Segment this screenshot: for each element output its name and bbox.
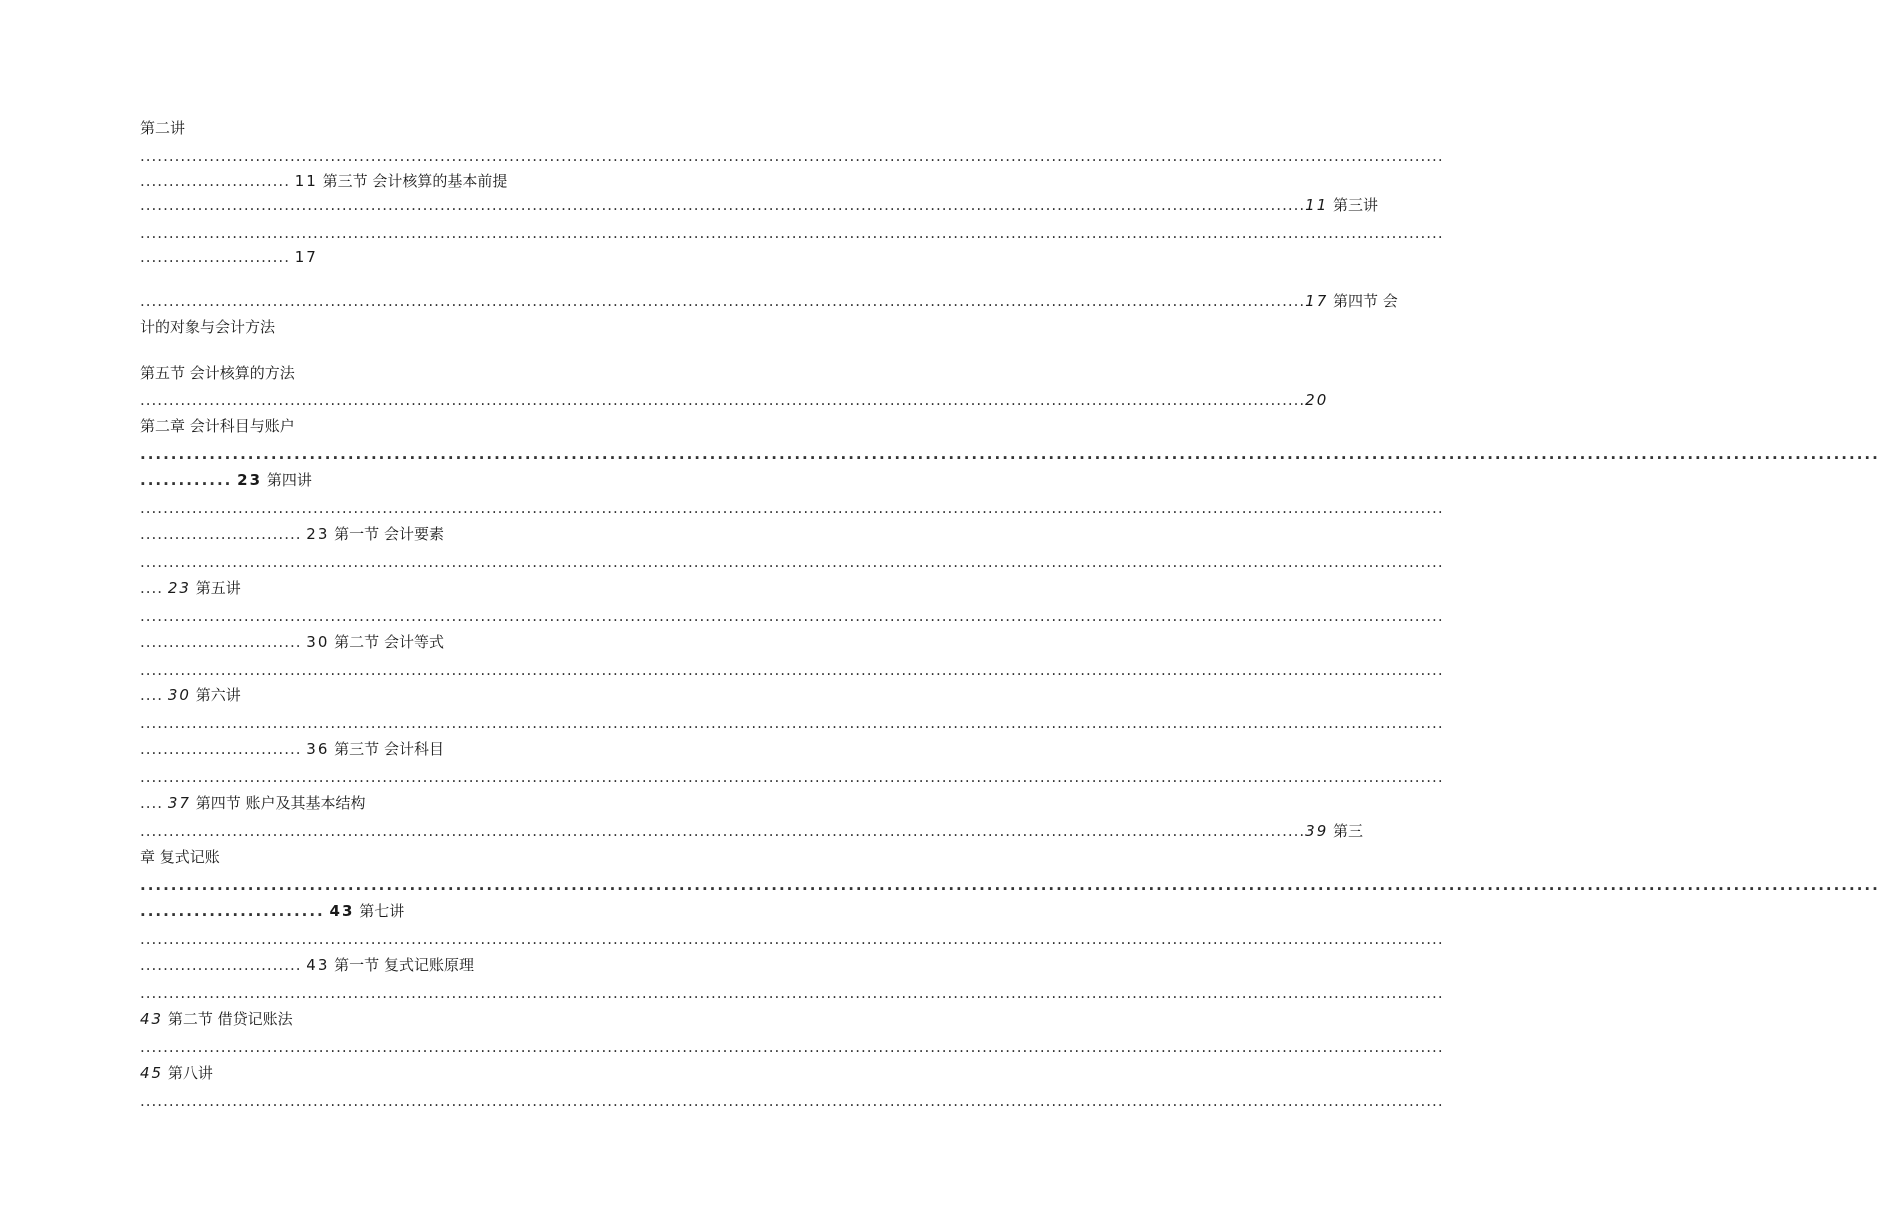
dot-leader: ..................................................................................................................................................................................................................................	[140, 607, 1444, 625]
toc-line	[140, 551, 1444, 573]
toc-line	[140, 577, 810, 599]
toc-line	[140, 712, 1444, 734]
toc-line	[140, 820, 1364, 842]
dot-leader: ..................................................................................................................................................................................................................................	[140, 714, 1444, 732]
toc-entry-title: 第四讲	[266, 471, 312, 489]
page-number: 23	[306, 525, 330, 543]
toc-entry-title: 章 复式记账	[140, 848, 220, 866]
toc-line	[140, 497, 1444, 519]
toc-line	[140, 415, 810, 437]
page-number: 43	[140, 1010, 164, 1028]
toc-line	[140, 523, 810, 545]
dot-leader: ..................................................................................................................................................................................................................................	[140, 661, 1444, 679]
page-number: 11	[1305, 196, 1329, 214]
page-number: 37	[167, 794, 191, 812]
toc-line	[140, 846, 810, 868]
page-number: 20	[1305, 391, 1329, 409]
dot-leader: ..........................................................................................................................................................................................................	[140, 822, 1306, 840]
dot-leader: ..................................................................................................................................................................................................................................	[140, 553, 1444, 571]
dot-leader: ..................................................................................................................................................................................................................................	[140, 768, 1444, 786]
toc-entry-title: 第二节 借贷记账法	[167, 1010, 293, 1028]
dot-leader: ............	[140, 471, 233, 489]
page-number: 30	[306, 633, 330, 651]
dot-leader: ............................	[140, 633, 302, 651]
toc-entry-title: 第一节 复式记账原理	[334, 956, 474, 974]
page-number: 17	[294, 248, 318, 266]
page-number: 23	[237, 471, 263, 489]
toc-line	[140, 954, 810, 976]
toc-entry-title: 第三	[1333, 822, 1364, 840]
dot-leader: ............................	[140, 740, 302, 758]
toc-line	[140, 792, 810, 814]
toc-entry-title: 第一节 会计要素	[334, 525, 444, 543]
toc-entry-title: 第二章 会计科目与账户	[140, 417, 295, 435]
toc-entry-title: 第二讲	[140, 119, 186, 137]
toc-line	[140, 659, 1444, 681]
dot-leader: ........................	[140, 902, 325, 920]
dot-leader: ............................	[140, 525, 302, 543]
toc-entry-title: 第二节 会计等式	[334, 633, 444, 651]
dot-leader: ..........................................................................................................................................................................................................	[140, 292, 1306, 310]
toc-line	[140, 145, 1444, 167]
toc-entry-title: 第三讲	[1333, 196, 1379, 214]
toc-line	[140, 290, 1398, 312]
page-number: 36	[306, 740, 330, 758]
toc-line	[140, 684, 810, 706]
toc-entry-title: 第四节 账户及其基本结构	[195, 794, 366, 812]
toc-line	[140, 982, 1444, 1004]
dot-leader: ..................................................................................................................................................................................................................................	[140, 1092, 1444, 1110]
toc-entry-title: 第七讲	[359, 902, 405, 920]
page-number: 43	[306, 956, 330, 974]
dot-leader: ..................................................................................................................................................................................................................................	[140, 876, 1880, 894]
toc-line	[140, 246, 810, 268]
toc-line	[140, 766, 1444, 788]
toc-entry-title: 第五讲	[195, 579, 241, 597]
dot-leader: ..................................................................................................................................................................................................................................	[140, 224, 1444, 242]
toc-entry-title: 第六讲	[195, 686, 241, 704]
toc-entry-title: 第五节 会计核算的方法	[140, 364, 295, 382]
page-number: 30	[167, 686, 191, 704]
dot-leader: ..................................................................................................................................................................................................................................	[140, 445, 1880, 463]
toc-line	[140, 900, 810, 922]
page-number: 45	[140, 1064, 164, 1082]
dot-leader: ..........................................................................................................................................................................................................	[140, 391, 1306, 409]
dot-leader: ....	[140, 579, 164, 597]
page-number: 39	[1305, 822, 1329, 840]
dot-leader: ..................................................................................................................................................................................................................................	[140, 984, 1444, 1002]
toc-line	[140, 1008, 810, 1030]
dot-leader: ..................................................................................................................................................................................................................................	[140, 499, 1444, 517]
toc-line	[140, 362, 810, 384]
toc-line	[140, 389, 1329, 411]
dot-leader: ..................................................................................................................................................................................................................................	[140, 930, 1444, 948]
toc-line	[140, 1036, 1444, 1058]
toc-line	[140, 194, 1379, 216]
toc-line	[140, 117, 810, 139]
toc-line	[140, 1090, 1444, 1112]
toc-line	[140, 316, 810, 338]
dot-leader: ..........................................................................................................................................................................................................	[140, 196, 1306, 214]
dot-leader: ....	[140, 686, 164, 704]
dot-leader: ..........................	[140, 172, 290, 190]
toc-line	[140, 443, 1880, 465]
dot-leader: ..........................	[140, 248, 290, 266]
dot-leader: ....	[140, 794, 164, 812]
dot-leader: ............................	[140, 956, 302, 974]
toc-entry-title: 第四节 会	[1333, 292, 1398, 310]
page-number: 23	[167, 579, 191, 597]
toc-line	[140, 631, 810, 653]
page-number: 43	[329, 902, 355, 920]
dot-leader: ..................................................................................................................................................................................................................................	[140, 147, 1444, 165]
toc-line	[140, 928, 1444, 950]
toc-entry-title: 计的对象与会计方法	[140, 318, 276, 336]
page-number: 11	[294, 172, 318, 190]
toc-line	[140, 469, 810, 491]
toc-line	[140, 738, 810, 760]
toc-line	[140, 874, 1880, 896]
page-number: 17	[1305, 292, 1329, 310]
toc-entry-title: 第三节 会计核算的基本前提	[322, 172, 508, 190]
toc-line	[140, 605, 1444, 627]
toc-entry-title: 第八讲	[167, 1064, 213, 1082]
toc-line	[140, 170, 810, 192]
toc-line	[140, 1062, 810, 1084]
toc-line	[140, 222, 1444, 244]
toc-entry-title: 第三节 会计科目	[334, 740, 444, 758]
dot-leader: ..................................................................................................................................................................................................................................	[140, 1038, 1444, 1056]
